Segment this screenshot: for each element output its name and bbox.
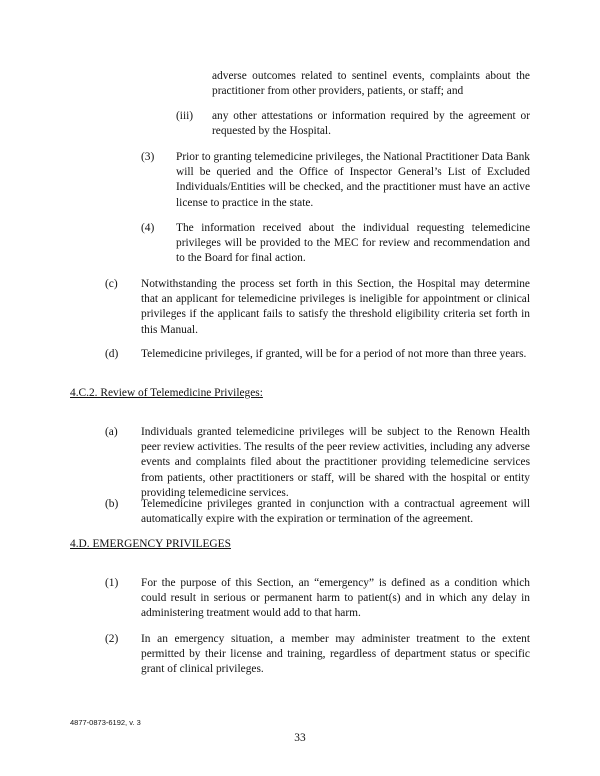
item-d-number: (d): [105, 348, 119, 360]
item-4-number: (4): [141, 222, 155, 234]
item-4-text: The information received about the individual requesting telemedicine privileges will be provided to the MEC for review and recommendation and to the Board for final action.: [176, 222, 530, 265]
item-iii-number: (iii): [176, 110, 194, 122]
item-4c2-b-text: Telemedicine privileges granted in conjunction with a contractual agreement will automatically expire with the expiration or termination of the agreement.: [141, 498, 530, 526]
item-3-number: (3): [141, 151, 155, 163]
item-3-text: Prior to granting telemedicine privileges, the National Practitioner Data Bank will be queried and the Office of Inspector General’s List of Excluded Individuals/Entities will be checked, and the practitioner must have an active license to practice in the state.: [176, 151, 530, 209]
item-iii-text: any other attestations or information required by the agreement or requested by the Hospital.: [212, 110, 530, 138]
item-4d-1-text: For the purpose of this Section, an “emergency” is defined as a condition which could result in serious or permanent harm to patient(s) and in which any delay in administering treatment would add to that harm.: [141, 577, 530, 620]
footer-doc-code: 4877-0873-6192, v. 3: [70, 718, 141, 727]
item-4c2-b-number: (b): [105, 498, 119, 510]
item-4c2-a-text: Individuals granted telemedicine privileges will be subject to the Renown Health peer review activities. The results of the peer review activities, including any adverse events and complaints filed about the practitioner providing telemedicine services from patients, other practitioners or staff, will be shared with the hospital or entity providing telemedicine services.: [141, 426, 530, 499]
item-4d-1-number: (1): [105, 577, 119, 589]
continued-paragraph: adverse outcomes related to sentinel events, complaints about the practitioner from other providers, patients, or staff; and: [212, 70, 530, 98]
item-4d-2-text: In an emergency situation, a member may administer treatment to the extent permitted by their license and training, regardless of department status or specific grant of clinical privileges.: [141, 633, 530, 676]
item-c-text: Notwithstanding the process set forth in this Section, the Hospital may determine that an applicant for telemedicine privileges is ineligible for appointment or clinical privileges if the applicant fails to satisfy the threshold eligibility criteria set forth in this Manual.: [141, 278, 530, 336]
section-heading-4c2: 4.C.2. Review of Telemedicine Privileges:: [70, 387, 263, 399]
page-number: 33: [294, 732, 306, 744]
item-c-number: (c): [105, 278, 118, 290]
item-d-text: Telemedicine privileges, if granted, will be for a period of not more than three years.: [141, 348, 527, 360]
section-heading-4d: 4.D. EMERGENCY PRIVILEGES: [70, 538, 231, 550]
item-4d-2-number: (2): [105, 633, 119, 645]
item-4c2-a-number: (a): [105, 426, 118, 438]
